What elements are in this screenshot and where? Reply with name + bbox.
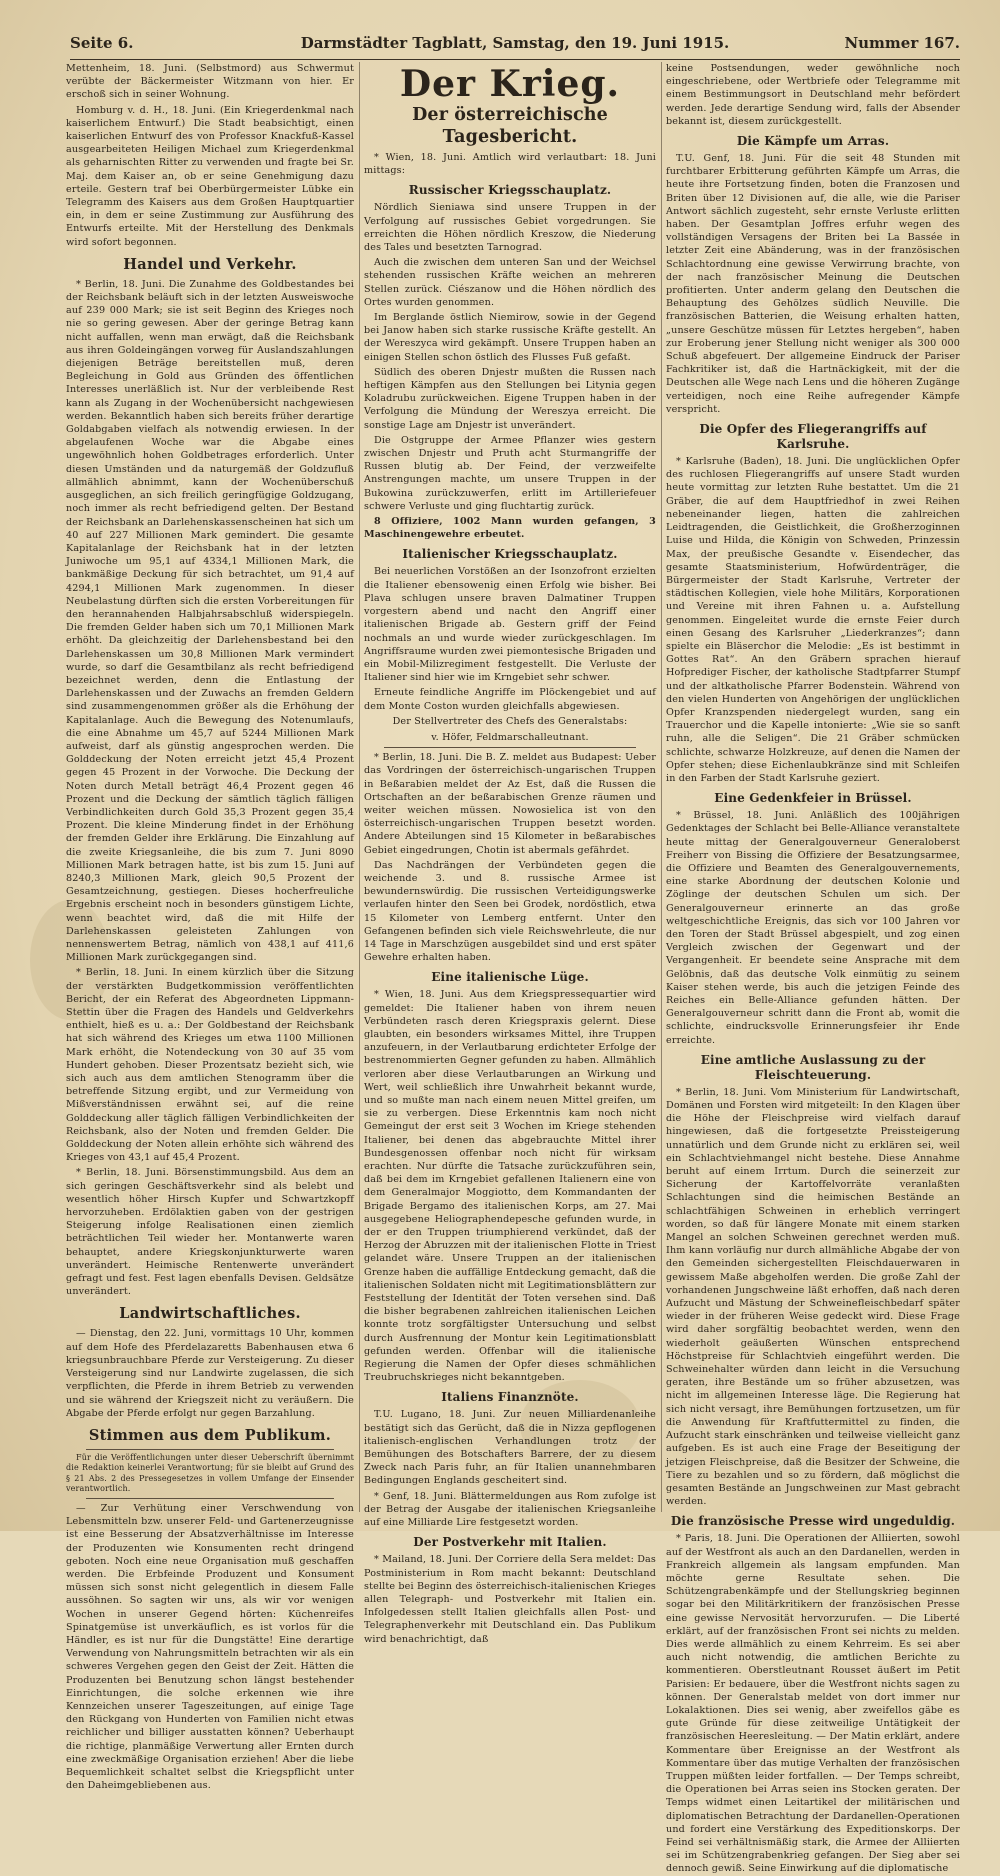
article-continuation: keine Postsendungen, weder gewöhnliche noch eingeschriebene, oder Wertbriefe oder Telegramme mit einem Bestimmungsort in Deutschland mehr befördert werden. Jede derartige Sendung wird, falls der Absender bekannt ist, diesem zurückgestellt. [666,63,960,127]
article-paragraph: — Zur Verhütung einer Verschwendung von Lebensmitteln bzw. unserer Feld- und Gartenerzeugnisse ist eine Besserung der Absatzverhältnisse im Interesse der Produzenten wie Konsumenten recht dringend geboten. Noch eine neue Organisation muß geschaffen werden. Die Erbfeinde Produzent und Konsument müssen sich sonst nicht gelegentlich in diesem Falle aussöhnen. So sagten wir uns, als wir vor wenigen Wochen in unserer Gegend hörten: Küchenreifes Spinatgemüse ist unverkäuflich, es ist vorlos für die Händler, es ist nur für die Dungstätte! Eine derartige Verwendung von Nahrungsmitteln betrachten wir als ein schweres Vergehen gegen den Geist der Zeit. Hätten die Produzenten bei Benutzung schon längst bestehender Einrichtungen, die solche erkennen wie ihre Kennzeichen unserer Tageszeitungen, auf einige Tage den Rückgang von Hunderten von Familien nicht etwas reichlicher und billiger ausstatten können? Ueberhaupt die richtige, planmäßige Verwertung aller Ernten durch eine zweckmäßige Organisation erziehen! Aber die liebe Bequemlichkeit schaltet selbst die Kriegspflicht unter den Daheimgebliebenen aus. [66,1502,354,1792]
article-paragraph: * Berlin, 18. Juni. Die Zunahme des Goldbestandes bei der Reichsbank beläuft sich in der letzten Ausweiswoche auf 239 000 Mark; sie ist seit Beginn des Krieges noch nie so gering gewesen. Aber der geringe Betrag kann nicht auffallen, wenn man erwägt, daß die Reichsbank aus ihren Goldeingängen vorweg für Auslandszahlungen diejenigen Beträge bereitstellen muß, deren Begleichung in Gold aus Gründen des öffentlichen Interesses unerläßlich ist. Nur der verbleibende Rest kann als Zugang in der Wochenübersicht nachgewiesen werden. Bekanntlich haben sich bereits früher derartige Goldabgaben vielfach als notwendig erwiesen. In der abgelaufenen Woche war die Abgabe eines ungewöhnlich hohen Goldbetrages erforderlich. Unter diesen Umständen und da naturgemäß der Goldzufluß allmählich abnimmt, kann der Wochenüberschuß ausgeglichen, an sich freilich geringfügige Goldzugang, noch immer als recht befriedigend gelten. Der Bestand der Reichsbank an Darlehenskassenscheinen hat sich um 40 auf 227 Millionen Mark gemindert. Die gesamte Kapitalanlage der Reichsbank hat in der letzten Juniwoche um 95,1 auf 4334,1 Millionen Mark, die bankmäßige Deckung für sich betrachtet, um 91,4 auf 4294,1 Millionen Mark zugenommen. In dieser Neubelastung dürften sich die ersten Vorbereitungen für den herannahenden Halbjahrsabschluß widerspiegeln. Die fremden Gelder haben sich um 70,1 Millionen Mark erhöht. Da gleichzeitig der Darlehensbestand bei den Darlehenskassen um 30,8 Millionen Mark vermindert wurde, so darf die Gesamtbilanz als recht befriedigend bezeichnet werden, denn die Entlastung der Darlehenskassen und der Zuwachs an fremden Geldern sind zusammengenommen größer als die Erhöhung der Kapitalanlage. Auch die Bewegung des Notenumlaufs, die eine Abnahme um 45,7 auf 5244 Millionen Mark aufweist, darf als günstig angesprochen werden. Die Golddeckung der Noten erreicht jetzt 45,4 Prozent gegen 45 Prozent in der Vorwoche. Die Deckung der Noten durch Metall beträgt 46,4 Prozent gegen 46 Prozent und die Deckung der sämtlich täglich fälligen Verbindlichkeiten durch Gold 35,3 Prozent gegen 35,4 Prozent. Die kleine Minderung findet in der Erhöhung der fremden Gelder ihre Erklärung. Die Einzahlung auf die zweite Kriegsanleihe, die bis zum 7. Juni 8090 Millionen Mark betragen hatte, ist bis zum 15. Juni auf 8240,3 Millionen Mark, gleich 90,5 Prozent der Gesamtzeichnung, gestiegen. Dieses hocherfreuliche Ergebnis erscheint noch in besonders günstigem Lichte, wenn beachtet wird, daß die mit Hilfe der Darlehenskassen geleisteten Zahlungen von nennenswertem Betrag, nämlich von 438,1 auf 411,6 Millionen Mark zurückgegangen sind. [66,278,354,964]
page-number: Seite 6. [70,34,134,52]
section-heading-landwirtschaft: Landwirtschaftliches. [119,1305,301,1323]
article-paragraph: Auch die zwischen dem unteren San und der Weichsel stehenden russischen Kräfte weichen an mehreren Stellen zurück. Ciészanow und die Höhen nördlich des Ortes wurden genommen. [364,257,656,308]
article-paragraph: * Karlsruhe (Baden), 18. Juni. Die unglücklichen Opfer des ruchlosen Fliegerangriffs auf unsere Stadt wurden heute vormittag zur letzten Ruhe bestattet. Um die 21 Gräber, die auf dem Hauptfriedhof in zwei Reihen nebeneinander liegen, hatten die zahlreichen Leidtragenden, die Geistlichkeit, die Großherzoginnen Luise und Hilda, die Königin von Schweden, Prinzessin Max, der preußische Gesandte v. Eisendecher, das gesamte Staatsministerium, Hofwürdenträger, die Bürgermeister der Stadt Karlsruhe, Vertreter der städtischen Kollegien, viele hohe Militärs, Korporationen und Vereine mit ihren Fahnen u. a. Aufstellung genommen. Eingeleitet wurde die ernste Feier durch einen Gesang des Karlsruher „Liederkranzes“; dann spielte ein Bläserchor die Melodie: „Es ist bestimmt in Gottes Rat“. An den Gräbern sprachen hierauf Hofprediger Fischer, der katholische Stadtpfarrer Stumpf und der altkatholische Pfarrer Bodenstein. Während von den vielen Hunderten von Angehörigen der unglücklichen Opfer Kranzspenden niedergelegt wurden, sang ein Trauerchor und die Kapelle intonierte: „Wie sie so sanft ruhn, alle die Seligen“. Die 21 Gräber schmücken schlichte, schwarze Holzkreuze, auf denen die Namen der Opfer stehen; diese Eichenlaubkränze sind mit Schleifen in den Farben der Stadt Karlsruhe geziert. [666,456,960,784]
article-paragraph: Nördlich Sieniawa sind unsere Truppen in der Verfolgung auf russisches Gebiet vorgedrungen. Sie erreichten die Höhen nördlich Kreszow, die Niederung des Tales und besetzten Tarnograd. [364,202,656,254]
article-paragraph: * Berlin, 18. Juni. Börsenstimmungsbild. Aus dem an sich geringen Geschäftsverkehr sind als belebt und wesentlich höher Hirsch Kupfer und Schwartzkopff hervorzuheben. Erdölaktien gaben von der gestrigen Steigerung infolge Realisationen einen ziemlich beträchtlichen Teil wieder her. Montanwerte waren behauptet, andere Kriegskonjunkturwerte waren unverändert. Heimische Rentenwerte unverändert gefragt und fest. Fest lagen ebenfalls Devisen. Geldsätze unverändert. [66,1167,354,1298]
section-heading-publikum: Stimmen aus dem Publikum. [88,1426,332,1444]
article-paragraph: Im Berglande östlich Niemirow, sowie in der Gegend bei Janow haben sich starke russische Kräfte gestellt. An der Wereszyca wird gekämpft. Unsere Truppen haben an einigen Stellen schon östlich des Flusses Fuß gefaßt. [364,312,656,363]
section-heading-luege: Eine italienische Lüge. [431,970,589,985]
article-paragraph: Südlich des oberen Dnjestr mußten die Russen nach heftigen Kämpfen aus den Stellungen bei Litynia gegen Koladrubu zurückweichen. Eigene Truppen haben in der Verfolgung die Mündung der Wereszya erreicht. Die sonstige Lage am Dnjestr ist unverändert. [364,366,656,431]
section-heading-presse: Die französische Presse wird ungeduldig. [670,1514,956,1529]
local-news-item: Homburg v. d. H., 18. Juni. (Ein Kriegerdenkmal nach kaiserlichem Entwurf.) Die Stadt beabsichtigt, einen kaiserlichen Entwurf des von Professor Knackfuß-Kassel ausgearbeiteten Heiligen Michael zum Kriegerdenkmal als geharnischten Ritter zu verwenden und fragte bei Sr. Maj. dem Kaiser an, ob er seine Genehmigung dazu erteile. Gestern traf bei Oberbürgermeister Lübke ein Telegramm des Kaisers aus dem Großen Hauptquartier ein, in dem er seine Zustimmung zur Ausführung des Entwurfs erteilte. Mit der Herstellung des Denkmals wird sofort begonnen. [66,104,354,248]
article-paragraph: Bei neuerlichen Vorstößen an der Isonzofront erzielten die Italiener ebensowenig einen Erfolg wie bisher. Bei Plava schlugen unsere braven Dalmatiner Truppen vorgestern abend und nacht den Angriff einer italienischen Brigade ab. Gestern griff der Feind nochmals an und wurde wieder zurückgeschlagen. Im Angriffsraume wurden zwei piemontesische Brigaden und ein Mobil-Milizregiment festgestellt. Die Verluste der Italiener sind hier wie im Krngebiet sehr schwer. [364,566,656,684]
divider [86,1449,334,1450]
section-heading-finanz: Italiens Finanznöte. [441,1390,579,1405]
article-paragraph: * Brüssel, 18. Juni. Anläßlich des 100jährigen Gedenktages der Schlacht bei Belle-Alliance veranstaltete heute mittag der Generalgouverneur Generaloberst Freiherr von Bissing die Offiziere der Besatzungsarmee, die Offiziere und Beamten des Generalgouvernements, eine starke Abordnung der deutschen Kolonie und Zöglinge der deutschen Schulen um sich. Der Generalgouverneur erinnerte an das große weltgeschichtliche Ereignis, das sich vor 100 Jahren vor den Toren der Stadt Brüssel abgespielt, und zog einen Vergleich zwischen der Gegenwart und der Vergangenheit. Er beendete seine Ansprache mit dem Gelöbnis, daß das deutsche Volk einmütig zu seinem Kaiser stehen werde, bis auch die jetzigen Feinde des Reiches ein Belle-Alliance gefunden hätten. Der Generalgouverneur schritt dann die Front ab, womit die schlichte, eindrucksvolle Erinnerungsfeier ihr Ende erreichte. [666,810,960,1046]
column-left [66,62,354,1792]
article-paragraph: T.U. Genf, 18. Juni. Für die seit 48 Stunden mit furchtbarer Erbitterung geführten Kämpfe um Arras, die heute ihre Fortsetzung finden, boten die Franzosen und Briten über 12 Divisionen auf, die alle, wie die Pariser Antwort sächlich zugesteht, sehr ernste Verluste erlitten haben. Der Gesamtplan Joffres erfuhr wegen des vollständigen Versagens der Briten bei La Bassée in letzter Zeit eine Abänderung, was in der französischen Schlachtordnung eine gewisse Verwirrung brachte, von der nach französischer Meinung die Deutschen profitierten. Unter anderm gelang den Deutschen die Behauptung des Gehölzes südlich Neuville. Die französischen Batterien, die Weisung erhalten hatten, „unsere Geschütze müssen für Letztes hergeben“, haben zur Eroberung jener Stellung nicht weniger als 300 000 Schuß abgefeuert. Der allgemeine Eindruck der Pariser Fachkritiker ist, daß die Hartnäckigkeit, mit der die Deutschen alle Wege nach Lens und die höheren Zugänge verteidigen, noch eine Reihe aufregender Kämpfe verspricht. [666,153,960,415]
newspaper-title: Darmstädter Tagblatt, Samstag, den 19. Juni 1915. [300,34,730,52]
war-section-subtitle: Der österreichische Tagesbericht. [412,105,608,147]
section-heading-italy: Italienischer Kriegsschauplatz. [402,547,618,562]
divider [384,747,636,748]
article-intro: * Wien, 18. Juni. Amtlich wird verlautbart: 18. Juni mittags: [364,152,656,177]
masthead [70,30,960,60]
section-heading-arras: Die Kämpfe um Arras. [736,134,890,149]
section-heading-post: Der Postverkehr mit Italien. [413,1535,607,1550]
article-paragraph: T.U. Lugano, 18. Juni. Zur neuen Milliardenanleihe bestätigt sich das Gerücht, daß die in Nizza gepflogenen italienisch-englischen Verhandlungen trotz der Bemühungen des Botschafters Barrere, der zu diesem Zweck nach Paris fuhr, an für Italien unannehmbaren Bedingungen Englands gescheitert sind. [364,1409,656,1487]
article-paragraph: Das Nachdrängen der Verbündeten gegen die weichende 3. und 8. russische Armee ist bewundernswürdig. Die russischen Verteidigungswerke verlaufen hinter den Seen bei Grodek, nordöstlich, etwa 15 Kilometer von Lemberg entfernt. Unter den Gefangenen befinden sich viele Reichswehrleute, die nur 14 Tage in Marschzügen ausgebildet sind und erst später Gewehre erhalten haben. [364,859,656,964]
section-heading-karlsruhe: Die Opfer des Fliegerangriffs auf Karlsruhe. [699,422,927,452]
column-middle [364,62,657,1645]
article-paragraph: * Berlin, 18. Juni. Die B. Z. meldet aus Budapest: Ueber das Vordringen der österreichisch-ungarischen Truppen in Beßarabien meldet der Az Est, daß die Russen die Ortschaften an der beßarabischen Grenze räumen und weiter weichen müssen. Nowosielica ist von den österreichisch-ungarischen Truppen besetzt worden. Andere Abteilungen sind 15 Kilometer in beßarabisches Gebiet eingedrungen, Chotin ist abermals gefährdet. [364,752,656,856]
section-heading-bruessel: Eine Gedenkfeier in Brüssel. [714,791,912,806]
war-section-title: Der Krieg. [399,63,621,105]
column-rule [359,62,360,1512]
divider [86,1498,334,1499]
article-paragraph: * Mailand, 18. Juni. Der Corriere della Sera meldet: Das Postministerium in Rom macht bekannt: Deutschland stellte bei Beginn des österreichisch-italienischen Krieges allen Telegraph- und Postverkehr mit Italien ein. Infolgedessen stellt Italien gleichfalls allen Post- und Telegraphenverkehr mit Deutschland ein. Das Publikum wird benachrichtigt, daß [364,1554,656,1645]
article-paragraph: — Dienstag, den 22. Juni, vormittags 10 Uhr, kommen auf dem Hofe des Pferdelazaretts Babenhausen etwa 6 kriegsunbrauchbare Pferde zur Versteigerung. Zu dieser Versteigerung sind nur Landwirte zugelassen, die sich verpflichten, die Pferde in ihrem Betrieb zu verwenden und sie während der Kriegszeit nicht zu veräußern. Die Abgabe der Pferde erfolgt nur gegen Barzahlung. [66,1328,354,1419]
signature-line: v. Höfer, Feldmarschalleutnant. [431,731,589,743]
local-news-item: Mettenheim, 18. Juni. (Selbstmord) aus Schwermut verübte der Bäckermeister Witzmann von hier. Er erschoß sich in seiner Wohnung. [66,63,354,101]
article-paragraph: * Paris, 18. Juni. Die Operationen der Alliierten, sowohl auf der Westfront als auch an den Dardanellen, werden in Frankreich allgemein als langsam empfunden. Man möchte gerne Resultate sehen. Die Schützengrabenkämpfe und der Stellungskrieg beginnen sogar bei den Militärkritikern der französischen Presse eine gewisse Nervosität hervorzurufen. — Die Liberté erklärt, auf der französischen Front sei nichts zu melden. Dies werde allmählich zu einem Kehrreim. Es sei aber auch nicht notwendig, die amtlichen Berichte zu kommentieren. Oberstleutnant Rousset äußert im Petit Parisien: Er bedauere, über die Westfront nichts sagen zu können. Der Generalstab meldet von dort immer nur Lokalaktionen. Dies sei wenig, aber zweifellos gäbe es gute Gründe für diese zeitweilige Untätigkeit der französischen Heeresleitung. — Der Matin erklärt, andere Kommentare über Ereignisse an der Westfront als Kommentare über das mutige Verhalten der französischen Truppen müßten leider fortfallen. — Der Temps schreibt, die Operationen bei Arras seien ins Stocken geraten. Der Temps widmet einen Leitartikel der militärischen und diplomatischen Betrachtung der Dardanellen-Operationen und fordert eine Verstärkung des Expeditionskorps. Der Feind sei verhältnismäßig stark, die Armee der Alliierten sei im Schützengrabenkrieg gefangen. Der Sieg aber sei dennoch gewiß. Seine Einwirkung auf die diplomatische [666,1533,960,1875]
editorial-disclaimer: Für die Veröffentlichungen unter dieser Ueberschrift übernimmt die Redaktion keinerlei Verantwortung; für sie bleibt auf Grund des § 21 Abs. 2 des Pressegesetzes in vollem Umfange der Einsender verantwortlich. [66,1452,354,1494]
signature-line: Der Stellvertreter des Chefs des Generalstabs: [392,715,628,727]
column-right [666,62,960,1875]
article-paragraph: Die Ostgruppe der Armee Pflanzer wies gestern zwischen Dnjestr und Pruth acht Sturmangriffe der Russen blutig ab. Der Feind, der verzweifelte Anstrengungen machte, um unsere Truppen in der Bukowina zurückzuwerfen, erlitt im Artilleriefeuer schwere Verluste und ging fluchtartig zurück. [364,434,656,512]
article-paragraph: * Berlin, 18. Juni. In einem kürzlich über die Sitzung der verstärkten Budgetkommission veröffentlichten Bericht, der ein Referat des Abgeordneten Lippmann-Stettin über die Fragen des Handels und Geldverkehrs enthielt, hieß es u. a.: Der Goldbestand der Reichsbank hat sich während des Krieges um etwa 1100 Millionen Mark erhöht, die Notendeckung von 30 auf 35 vom Hundert gehoben. Dieser Prozentsatz bezieht sich, wie sich auch aus dem amtlichen Stenogramm über die betreffende Sitzung ergibt, und zur Vermeidung von Mißverständnissen erwähnt sei, auf die reine Golddeckung aller täglich fälligen Verbindlichkeiten der Reichsbank, also der Noten und fremden Gelder. Die Golddeckung der Noten allein erhöhte sich während des Krieges von 43,1 auf 45,4 Prozent. [66,967,354,1164]
section-heading-russia: Russischer Kriegsschauplatz. [408,183,612,198]
article-paragraph: * Wien, 18. Juni. Aus dem Kriegspressequartier wird gemeldet: Die Italiener haben von ihrem neuen Verbündeten rasch deren Kriegspraxis gelernt. Diese glaubten, ein besonders wirksames Mittel, ihre Truppen anzufeuern, in der Verlautbarung erdichteter Erfolge der bestrenommierten Gegner gefunden zu haben. Allmählich verloren aber diese Verlautbarungen an Wirkung und Wert, weil schließlich ihre Unwahrheit bekannt wurde, und so mußte man nach einem neuen Mittel greifen, um sie zu verbergen. Diese Erkenntnis kam noch nicht Gemeingut der erst seit 3 Wochen im Kriege stehenden Italiener, bei denen das abgebrauchte Mittel ihrer Bundesgenossen offenbar noch nicht für wirksam erachten. Nur dürfte die Tatsache zurückzuführen sein, daß bei dem im Krngebiet gefallenen Italienern eine von dem Generalmajor Moggiotto, dem Kommandanten der Brigade Bergamo des italienischen Korps, am 27. Mai ausgegebene Heliographendepesche gefunden wurde, in der er den Truppen triumphierend verkündet, daß der Herzog der Abruzzen mit der italienischen Flotte in Triest gelandet wäre. Unsere Truppen an der italienischen Grenze haben die auffällige Entdeckung gemacht, daß die italienischen Soldaten nicht mit Legitimationsblättern zur Feststellung der Identität der Toten versehen sind. Daß die bisher begrabenen zahlreichen italienischen Leichen konnte trotz sorgfältigster Untersuchung und selbst durch Ausfrennung der Montur kein Legitimationsblatt gefunden werden. Offenbar will die italienische Regierung die Namen der Opfer dieses schmählichen Treubruchskrieges nicht bekanntgeben. [364,989,657,1384]
issue-number: Nummer 167. [844,34,960,52]
section-heading-handel: Handel und Verkehr. [123,255,297,273]
column-rule [661,62,662,1512]
article-paragraph: * Berlin, 18. Juni. Vom Ministerium für Landwirtschaft, Domänen und Forsten wird mitgeteilt: In den Klagen über die Höhe der Fleischpreise wird vielfach darauf hingewiesen, daß die fortgesetzte Preissteigerung unnatürlich und dem Grunde nicht zu erklären sei, weil ein Schlachtviehmangel nicht bestehe. Diese Annahme beruht auf einem Irrtum. Durch die seinerzeit zur Sicherung der Kartoffelvorräte veranlaßten Schlachtungen sind die heimischen Bestände an schlachtfähigen Schweinen in erheblich verringert worden, so daß für längere Monate mit einem starken Mangel an solchen Schweinen gerechnet werden muß. Ihm kann vorläufig nur durch allmähliche Abgabe der von den Gemeinden sichergestellten Fleischdauerwaren in gewissem Maße abgeholfen werden. Die große Zahl der vorhandenen Jungschweine läßt erhoffen, daß nach deren Aufzucht und Mästung der Schweinefleischbedarf später wieder in der früheren Weise gedeckt wird. Diese Frage wird daher sorgfältig beobachtet werden, wenn den wiederholt geäußerten Wünschen entsprechend Höchstpreise für Schlachtvieh eingeführt werden. Die Schweinehalter würden dann leicht in die Versuchung geraten, ihre Bestände um so früher abzusetzen, was nicht im allgemeinen Interesse läge. Die Regierung hat sich nicht versagt, ihre Bemühungen fortzusetzen, um für die Anwendung für Kraftfuttermittel zu finden, die Aufzucht stark einschränken und teilweise vielleicht ganz aufgeben. Es ist auch eine Frage der Beseitigung der jetzigen Fleischpreise, daß die Besitzer der Schweine, die Tiere zu bezahlen und so zu fördern, daß möglichst die gesamten Bestände an Jungschweinen zur Mast gebracht werden. [666,1086,960,1508]
section-heading-fleisch: Eine amtliche Auslassung zu der Fleischteuerung. [700,1052,926,1082]
article-paragraph: * Genf, 18. Juni. Blättermeldungen aus Rom zufolge ist der Betrag der Ausgabe der italienischen Kriegsanleihe auf eine Milliarde Lire festgesetzt worden. [364,1490,656,1529]
article-paragraph: Erneute feindliche Angriffe im Plöckengebiet und auf dem Monte Coston wurden gleichfalls abgewiesen. [364,687,656,712]
article-paragraph: 8 Offiziere, 1002 Mann wurden gefangen, 3 Maschinengewehre erbeutet. [364,516,656,541]
